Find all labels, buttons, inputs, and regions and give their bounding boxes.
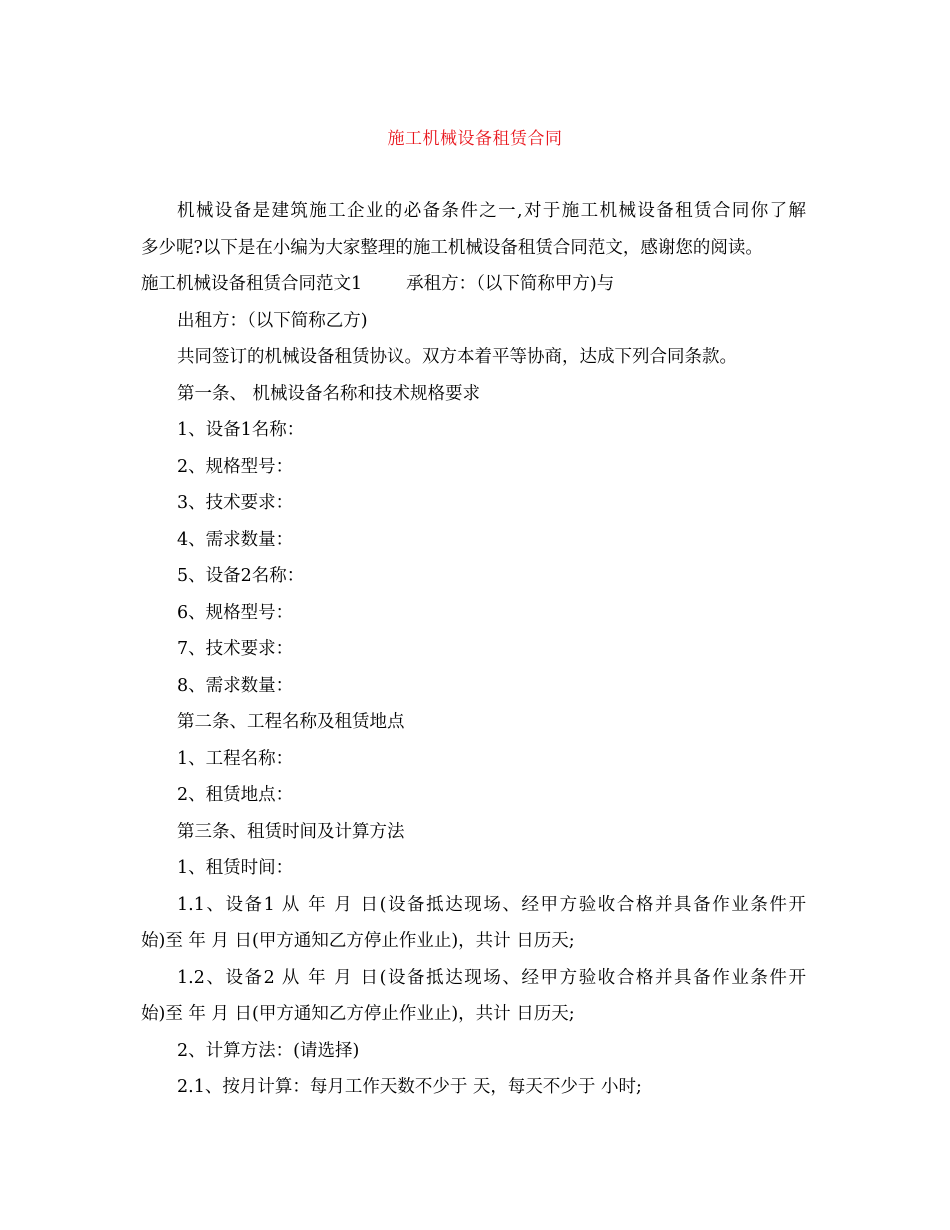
agreement-line: 共同签订的机械设备租赁协议。双方本着平等协商，达成下列合同条款。 xyxy=(177,347,737,367)
sample-heading-line xyxy=(141,266,806,303)
article-1-item: 4、需求数量： xyxy=(177,529,294,550)
article-2-heading: 第二条、工程名称及租赁地点 xyxy=(177,712,405,732)
article-3-heading: 第三条、租赁时间及计算方法 xyxy=(177,821,405,842)
clause-2-1: 2.1、按月计算：每月工作天数不少于 天，每天不少于 小时; xyxy=(177,1077,642,1097)
clause-1-1-line-1: 1.1、设备1 从 年 月 日(设备抵达现场、经甲方验收合格并具备作业条件开 xyxy=(177,894,806,915)
document-body xyxy=(141,193,806,1106)
clause-1-1-line-2: 始)至 年 月 日(甲方通知乙方停止作业止)，共计 日历天; xyxy=(141,931,575,951)
clause-1-2-line-1: 1.2、设备2 从 年 月 日(设备抵达现场、经甲方验收合格并具备作业条件开 xyxy=(177,967,806,988)
rental-time-label: 1、租赁时间： xyxy=(177,858,294,878)
intro-line-2: 多少呢?以下是在小编为大家整理的施工机械设备租赁合同范文，感谢您的阅读。 xyxy=(141,237,763,258)
article-1-item: 5、设备2名称： xyxy=(177,566,305,586)
lessee-line: 承租方：（以下简称甲方)与 xyxy=(406,274,615,294)
article-1-item: 1、设备1名称： xyxy=(177,420,305,440)
sample-heading: 施工机械设备租赁合同范文1 xyxy=(141,274,363,294)
article-2-item: 2、租赁地点： xyxy=(177,785,294,805)
clause-1-2-line-2: 始)至 年 月 日(甲方通知乙方停止作业止)，共计 日历天; xyxy=(141,1004,575,1024)
article-1-item: 6、规格型号： xyxy=(177,602,294,623)
intro-line-1: 机械设备是建筑施工企业的必备条件之一,对于施工机械设备租赁合同你了解 xyxy=(177,201,806,221)
document-title: 施工机械设备租赁合同 xyxy=(387,129,563,149)
article-1-item: 2、规格型号： xyxy=(177,456,294,477)
article-1-heading: 第一条、 机械设备名称和技术规格要求 xyxy=(177,383,481,404)
calculation-method-label: 2、计算方法：(请选择) xyxy=(177,1040,360,1061)
article-1-item: 3、技术要求： xyxy=(177,493,294,513)
article-2-item: 1、工程名称： xyxy=(177,748,294,769)
article-1-item: 8、需求数量： xyxy=(177,675,294,696)
lessor-line: 出租方：（以下简称乙方) xyxy=(177,310,368,331)
article-1-item: 7、技术要求： xyxy=(177,639,294,659)
